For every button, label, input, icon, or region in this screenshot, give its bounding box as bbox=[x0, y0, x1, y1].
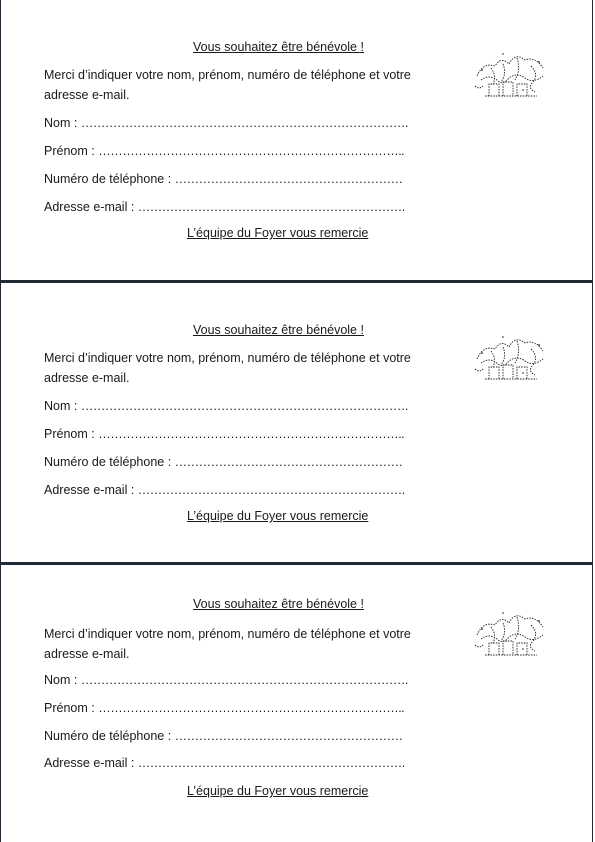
field-label: Numéro de téléphone : bbox=[44, 729, 172, 743]
fill-line: ………………………………………………………………………. bbox=[80, 673, 408, 687]
foyer-logo-sketch-icon bbox=[473, 329, 551, 385]
email-field[interactable] bbox=[44, 483, 405, 497]
name-field[interactable] bbox=[44, 116, 408, 130]
field-label: Numéro de téléphone : bbox=[44, 172, 172, 186]
foyer-logo-sketch-icon bbox=[473, 46, 551, 102]
email-field[interactable] bbox=[44, 756, 405, 770]
field-label: Adresse e-mail : bbox=[44, 483, 135, 497]
thanks-signature: L’équipe du Foyer vous remercie bbox=[187, 784, 369, 798]
firstname-field[interactable] bbox=[44, 144, 404, 158]
card-intro: Merci d’indiquer votre nom, prénom, numéro de téléphone et votre adresse e-mail. bbox=[44, 627, 411, 661]
thanks-signature: L’équipe du Foyer vous remercie bbox=[187, 226, 369, 240]
volunteer-card-1 bbox=[0, 0, 593, 281]
phone-field[interactable] bbox=[44, 729, 403, 743]
fill-line: …………………………………………………………. bbox=[137, 756, 405, 770]
fill-line: ………………………………………………… bbox=[174, 729, 403, 743]
fill-line: ………………………………………………………………….. bbox=[98, 427, 405, 441]
volunteer-card-2 bbox=[0, 281, 593, 563]
field-label: Prénom : bbox=[44, 144, 95, 158]
field-label: Adresse e-mail : bbox=[44, 756, 135, 770]
name-field[interactable] bbox=[44, 399, 408, 413]
card-title: Vous souhaitez être bénévole ! bbox=[193, 597, 364, 611]
field-label: Adresse e-mail : bbox=[44, 200, 135, 214]
field-label: Nom : bbox=[44, 399, 78, 413]
name-field[interactable] bbox=[44, 673, 408, 687]
fill-line: ………………………………………………………………….. bbox=[98, 701, 405, 715]
thanks-signature: L’équipe du Foyer vous remercie bbox=[187, 509, 369, 523]
fill-line: …………………………………………………………. bbox=[137, 483, 405, 497]
fill-line: ………………………………………………………………….. bbox=[98, 144, 405, 158]
firstname-field[interactable] bbox=[44, 701, 404, 715]
card-intro: Merci d’indiquer votre nom, prénom, numéro de téléphone et votre adresse e-mail. bbox=[44, 351, 411, 385]
firstname-field[interactable] bbox=[44, 427, 404, 441]
volunteer-card-3 bbox=[0, 563, 593, 842]
fill-line: ………………………………………………………………………. bbox=[80, 116, 408, 130]
phone-field[interactable] bbox=[44, 172, 403, 186]
field-label: Nom : bbox=[44, 116, 78, 130]
fill-line: …………………………………………………………. bbox=[137, 200, 405, 214]
field-label: Prénom : bbox=[44, 701, 95, 715]
field-label: Numéro de téléphone : bbox=[44, 455, 172, 469]
phone-field[interactable] bbox=[44, 455, 403, 469]
card-intro: Merci d’indiquer votre nom, prénom, numéro de téléphone et votre adresse e-mail. bbox=[44, 68, 411, 102]
fill-line: ………………………………………………… bbox=[174, 172, 403, 186]
field-label: Prénom : bbox=[44, 427, 95, 441]
email-field[interactable] bbox=[44, 200, 405, 214]
field-label: Nom : bbox=[44, 673, 78, 687]
fill-line: ………………………………………………… bbox=[174, 455, 403, 469]
card-title: Vous souhaitez être bénévole ! bbox=[193, 40, 364, 54]
foyer-logo-sketch-icon bbox=[473, 605, 551, 661]
fill-line: ………………………………………………………………………. bbox=[80, 399, 408, 413]
card-title: Vous souhaitez être bénévole ! bbox=[193, 323, 364, 337]
